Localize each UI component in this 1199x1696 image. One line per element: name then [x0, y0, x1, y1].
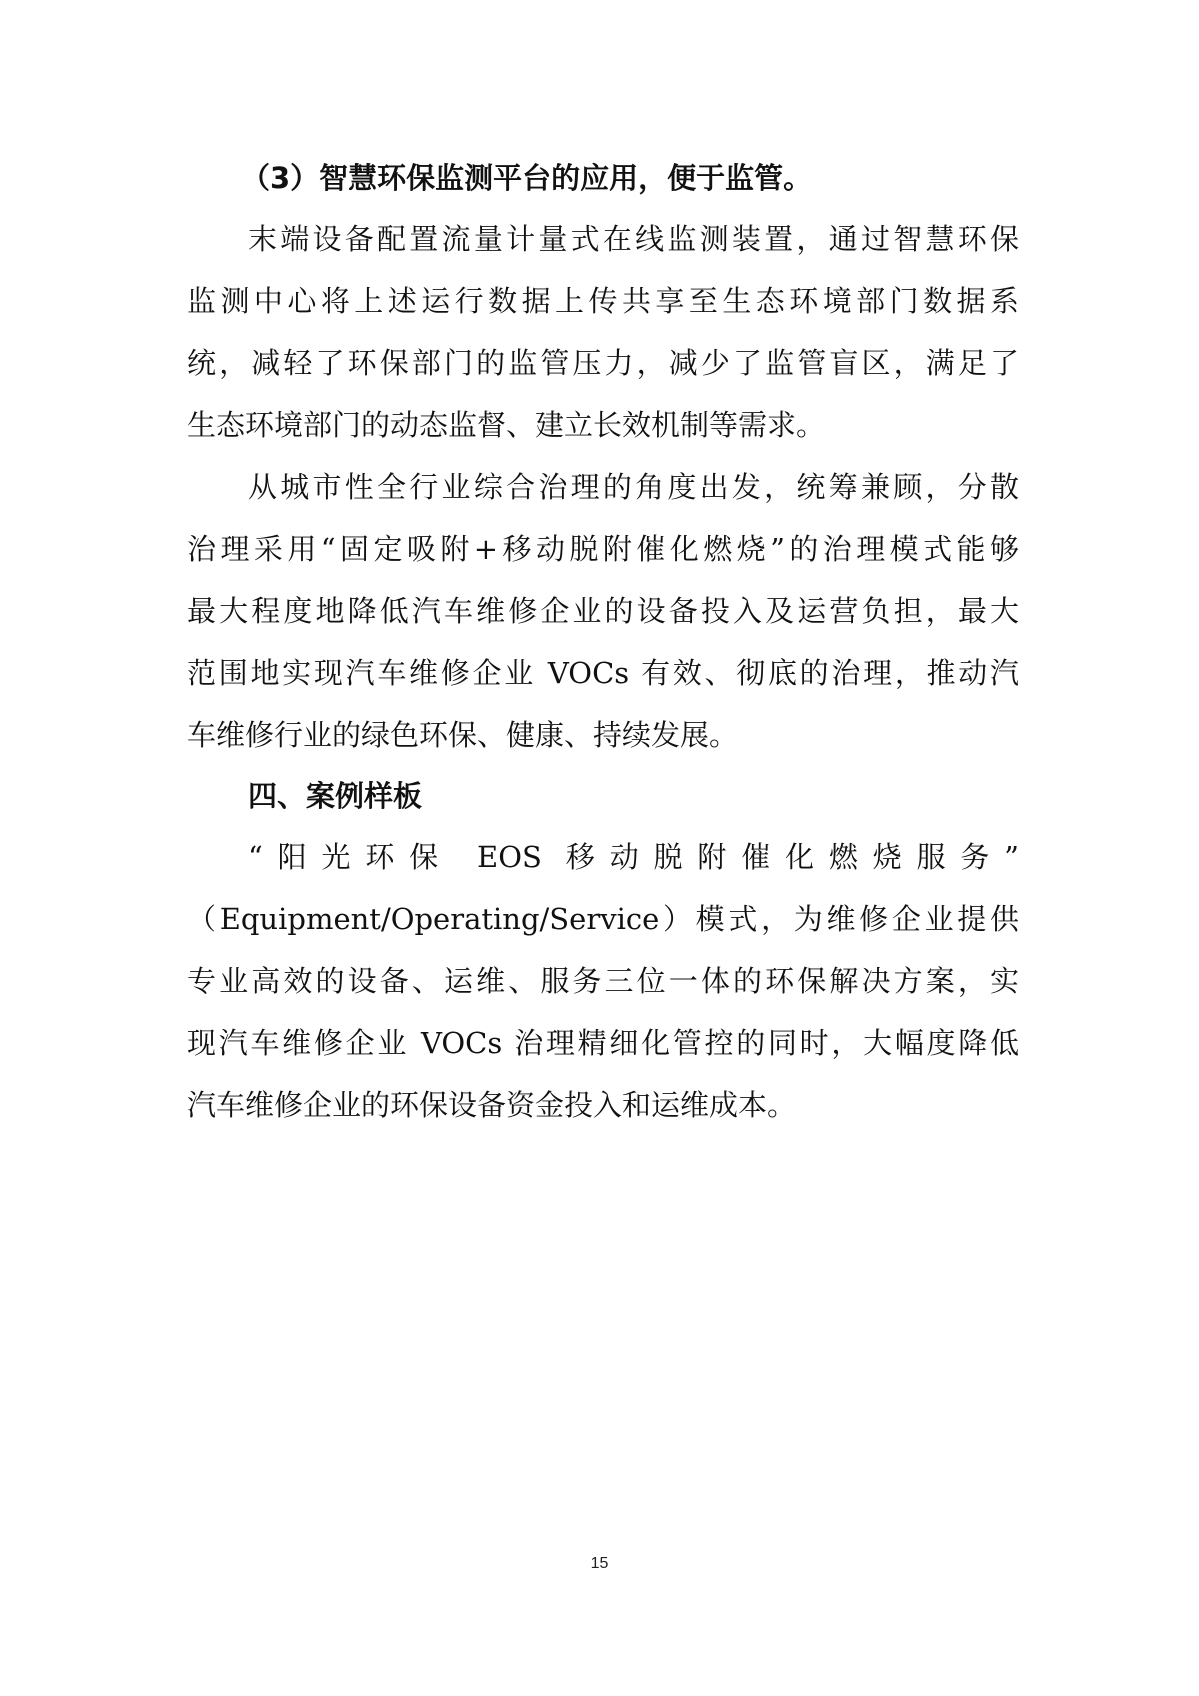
paragraph-line: 生态环境部门的动态监督、建立长效机制等需求。: [187, 408, 826, 442]
paragraph-line: 治理采用“固定吸附+移动脱附催化燃烧”的治理模式能够: [187, 532, 1019, 566]
section-4-heading: 四、案例样板: [248, 779, 423, 813]
paragraph-line: 最大程度地降低汽车维修企业的设备投入及运营负担，最大: [187, 594, 1019, 628]
paragraph-line: 汽车维修企业的环保设备资金投入和运维成本。: [187, 1088, 797, 1122]
paragraph-line: （Equipment/Operating/Service）模式，为维修企业提供: [187, 902, 1019, 936]
paragraph-line: 车维修行业的绿色环保、健康、持续发展。: [187, 718, 739, 752]
page-content: [187, 148, 1019, 1136]
paragraph-line: 从城市性全行业综合治理的角度出发，统筹兼顾，分散: [248, 470, 1019, 504]
section-3-paragraph: [187, 208, 1019, 456]
paragraph-line: “阳光环保 EOS 移动脱附催化燃烧服务”: [248, 840, 1019, 874]
paragraph-line: 统，减轻了环保部门的监管压力，减少了监管盲区，满足了: [187, 346, 1019, 380]
page-number: 15: [590, 1555, 609, 1572]
paragraph-line: 末端设备配置流量计量式在线监测装置，通过智慧环保: [248, 222, 1019, 256]
section-3-heading: （3）智慧环保监测平台的应用，便于监管。: [241, 161, 813, 195]
paragraph-line: 范围地实现汽车维修企业 VOCs 有效、彻底的治理，推动汽: [187, 656, 1019, 690]
section-4-paragraph: [187, 826, 1019, 1136]
paragraph-line: 监测中心将上述运行数据上传共享至生态环境部门数据系: [187, 284, 1019, 318]
summary-paragraph: [187, 456, 1019, 766]
paragraph-line: 现汽车维修企业 VOCs 治理精细化管控的同时，大幅度降低: [187, 1026, 1019, 1060]
paragraph-line: 专业高效的设备、运维、服务三位一体的环保解决方案，实: [187, 964, 1019, 998]
